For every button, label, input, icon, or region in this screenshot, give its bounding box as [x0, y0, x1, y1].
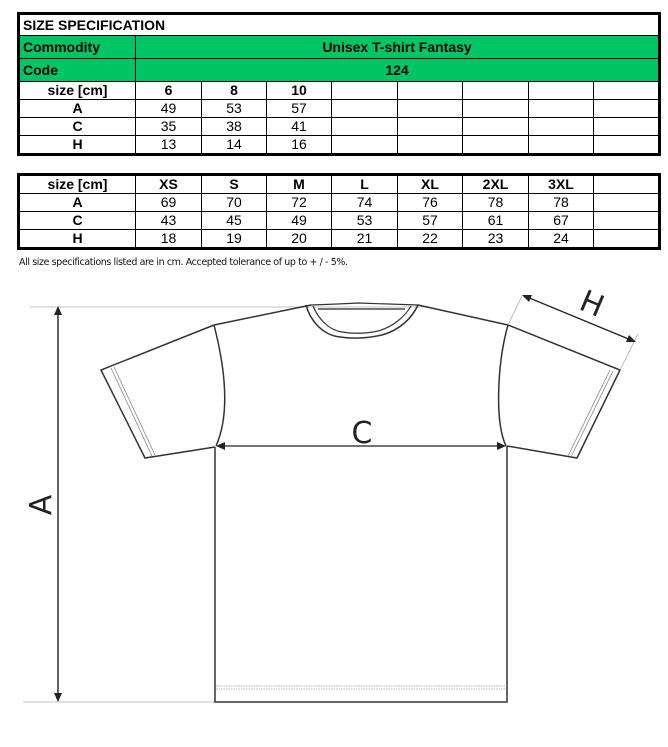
value-cell: 57	[267, 100, 332, 118]
value-cell: 23	[463, 230, 529, 249]
size-header-row	[19, 82, 660, 100]
size-label: size [cm]	[19, 175, 136, 194]
value-cell: 13	[136, 136, 202, 155]
code-label: Code	[19, 59, 136, 82]
tshirt-diagram	[0, 270, 668, 747]
value-cell: 78	[463, 194, 529, 212]
value-cell: 76	[398, 194, 463, 212]
commodity-label: Commodity	[19, 36, 136, 59]
value-cell	[529, 118, 594, 136]
table-row	[19, 212, 660, 230]
row-label: H	[19, 136, 136, 155]
value-cell: 16	[267, 136, 332, 155]
value-cell: 20	[267, 230, 332, 249]
table-row	[19, 118, 660, 136]
value-cell: 69	[136, 194, 202, 212]
value-cell: 57	[398, 212, 463, 230]
size-cell: M	[267, 175, 332, 194]
value-cell	[594, 118, 660, 136]
table-row	[19, 136, 660, 155]
value-cell	[332, 136, 398, 155]
tshirt-outline	[101, 303, 620, 702]
value-cell: 38	[202, 118, 267, 136]
commodity-value: Unisex T-shirt Fantasy	[136, 36, 660, 59]
title-row	[19, 14, 660, 36]
value-cell: 43	[136, 212, 202, 230]
tolerance-note: All size specifications listed are in cm. Accepted tolerance of up to + / - 5%.	[19, 257, 348, 268]
value-cell	[332, 100, 398, 118]
value-cell	[594, 212, 660, 230]
value-cell	[594, 100, 660, 118]
value-cell	[463, 118, 529, 136]
value-cell	[529, 100, 594, 118]
size-cell: 6	[136, 82, 202, 100]
value-cell	[529, 136, 594, 155]
value-cell: 70	[202, 194, 267, 212]
value-cell: 49	[267, 212, 332, 230]
size-cell: S	[202, 175, 267, 194]
table-row	[19, 194, 660, 212]
value-cell	[463, 136, 529, 155]
value-cell	[332, 118, 398, 136]
size-label: size [cm]	[19, 82, 136, 100]
size-cell: 10	[267, 82, 332, 100]
size-cell: XL	[398, 175, 463, 194]
value-cell: 35	[136, 118, 202, 136]
value-cell: 41	[267, 118, 332, 136]
value-cell	[594, 230, 660, 249]
value-cell	[594, 194, 660, 212]
size-cell: 3XL	[529, 175, 594, 194]
value-cell: 45	[202, 212, 267, 230]
value-cell: 72	[267, 194, 332, 212]
size-cell	[332, 82, 398, 100]
value-cell: 53	[202, 100, 267, 118]
value-cell	[398, 100, 463, 118]
size-cell: L	[332, 175, 398, 194]
value-cell: 61	[463, 212, 529, 230]
dimension-h-label: H	[574, 283, 609, 325]
value-cell: 21	[332, 230, 398, 249]
spec-title: SIZE SPECIFICATION	[19, 14, 660, 36]
value-cell: 49	[136, 100, 202, 118]
value-cell: 19	[202, 230, 267, 249]
row-label: A	[19, 194, 136, 212]
value-cell: 14	[202, 136, 267, 155]
size-spec-table-kids	[17, 12, 661, 156]
code-row	[19, 59, 660, 82]
row-label: C	[19, 118, 136, 136]
size-cell	[529, 82, 594, 100]
value-cell: 67	[529, 212, 594, 230]
dimension-a-label: A	[24, 494, 59, 516]
size-cell: 2XL	[463, 175, 529, 194]
size-cell: XS	[136, 175, 202, 194]
size-spec-table-adult	[17, 173, 661, 250]
value-cell	[398, 136, 463, 155]
value-cell	[463, 100, 529, 118]
row-label: H	[19, 230, 136, 249]
value-cell	[398, 118, 463, 136]
code-value: 124	[136, 59, 660, 82]
value-cell: 53	[332, 212, 398, 230]
row-label: A	[19, 100, 136, 118]
value-cell: 18	[136, 230, 202, 249]
commodity-row	[19, 36, 660, 59]
value-cell: 24	[529, 230, 594, 249]
size-header-row	[19, 175, 660, 194]
value-cell: 22	[398, 230, 463, 249]
row-label: C	[19, 212, 136, 230]
value-cell	[594, 136, 660, 155]
size-cell	[398, 82, 463, 100]
dimension-c-label: C	[351, 416, 373, 451]
size-cell: 8	[202, 82, 267, 100]
size-cell	[463, 82, 529, 100]
size-cell	[594, 82, 660, 100]
value-cell: 74	[332, 194, 398, 212]
table-row	[19, 230, 660, 249]
value-cell: 78	[529, 194, 594, 212]
size-cell	[594, 175, 660, 194]
table-row	[19, 100, 660, 118]
